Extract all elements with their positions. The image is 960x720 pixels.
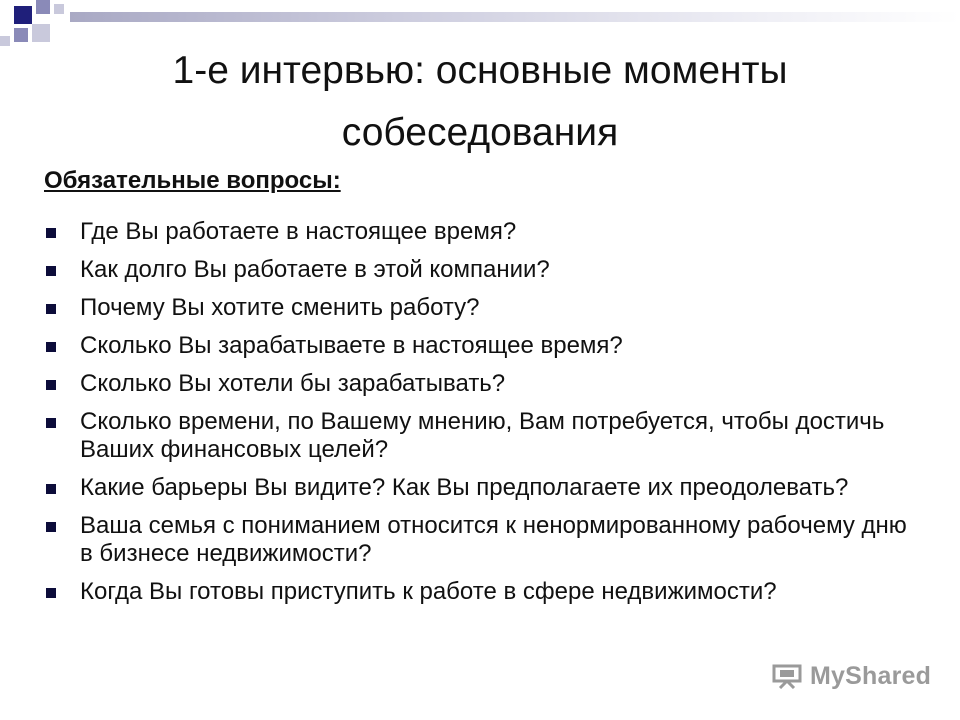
list-item xyxy=(44,474,914,502)
square-bullet-icon xyxy=(46,418,56,428)
list-item-text: Сколько Вы зарабатываете в настоящее время? xyxy=(80,332,623,359)
square-bullet-icon xyxy=(46,304,56,314)
decor-square xyxy=(14,28,28,42)
list-item xyxy=(44,408,914,464)
square-bullet-icon xyxy=(46,266,56,276)
slide-title xyxy=(60,40,900,164)
list-item-text: Где Вы работаете в настоящее время? xyxy=(80,218,517,245)
square-bullet-icon xyxy=(46,484,56,494)
list-item-text: Сколько Вы хотели бы зарабатывать? xyxy=(80,370,506,397)
decor-square xyxy=(32,24,50,42)
title-line-1: 1-е интервью: основные моменты xyxy=(172,49,788,92)
presentation-board-icon xyxy=(772,663,802,689)
list-item-text: Ваша семья с пониманием относится к ненормированному рабочему дню в бизнесе недвижимости? xyxy=(80,512,907,567)
list-item xyxy=(44,370,914,398)
square-bullet-icon xyxy=(46,342,56,352)
decor-square xyxy=(0,36,10,46)
list-item xyxy=(44,578,914,606)
list-item-text: Как долго Вы работаете в этой компании? xyxy=(80,256,550,283)
watermark-text: MyShared xyxy=(810,661,932,690)
list-item xyxy=(44,332,914,360)
top-gradient-bar xyxy=(70,12,960,22)
bullet-list xyxy=(44,218,914,616)
list-item xyxy=(44,218,914,246)
decor-square xyxy=(14,6,32,24)
list-item xyxy=(44,256,914,284)
square-bullet-icon xyxy=(46,522,56,532)
list-item-text: Когда Вы готовы приступить к работе в сфере недвижимости? xyxy=(80,578,777,605)
list-item xyxy=(44,512,914,568)
watermark xyxy=(772,656,931,696)
list-item-text: Какие барьеры Вы видите? Как Вы предполагаете их преодолевать? xyxy=(80,474,849,501)
square-bullet-icon xyxy=(46,380,56,390)
square-bullet-icon xyxy=(46,588,56,598)
list-item-text: Почему Вы хотите сменить работу? xyxy=(80,294,480,321)
list-item-text: Сколько времени, по Вашему мнению, Вам потребуется, чтобы достичь Ваших финансовых целей? xyxy=(80,408,885,463)
list-item xyxy=(44,294,914,322)
decor-square xyxy=(36,0,50,14)
title-line-2: собеседования xyxy=(341,111,619,154)
square-bullet-icon xyxy=(46,228,56,238)
decor-square xyxy=(54,4,64,14)
subheading: Обязательные вопросы: xyxy=(44,167,341,194)
